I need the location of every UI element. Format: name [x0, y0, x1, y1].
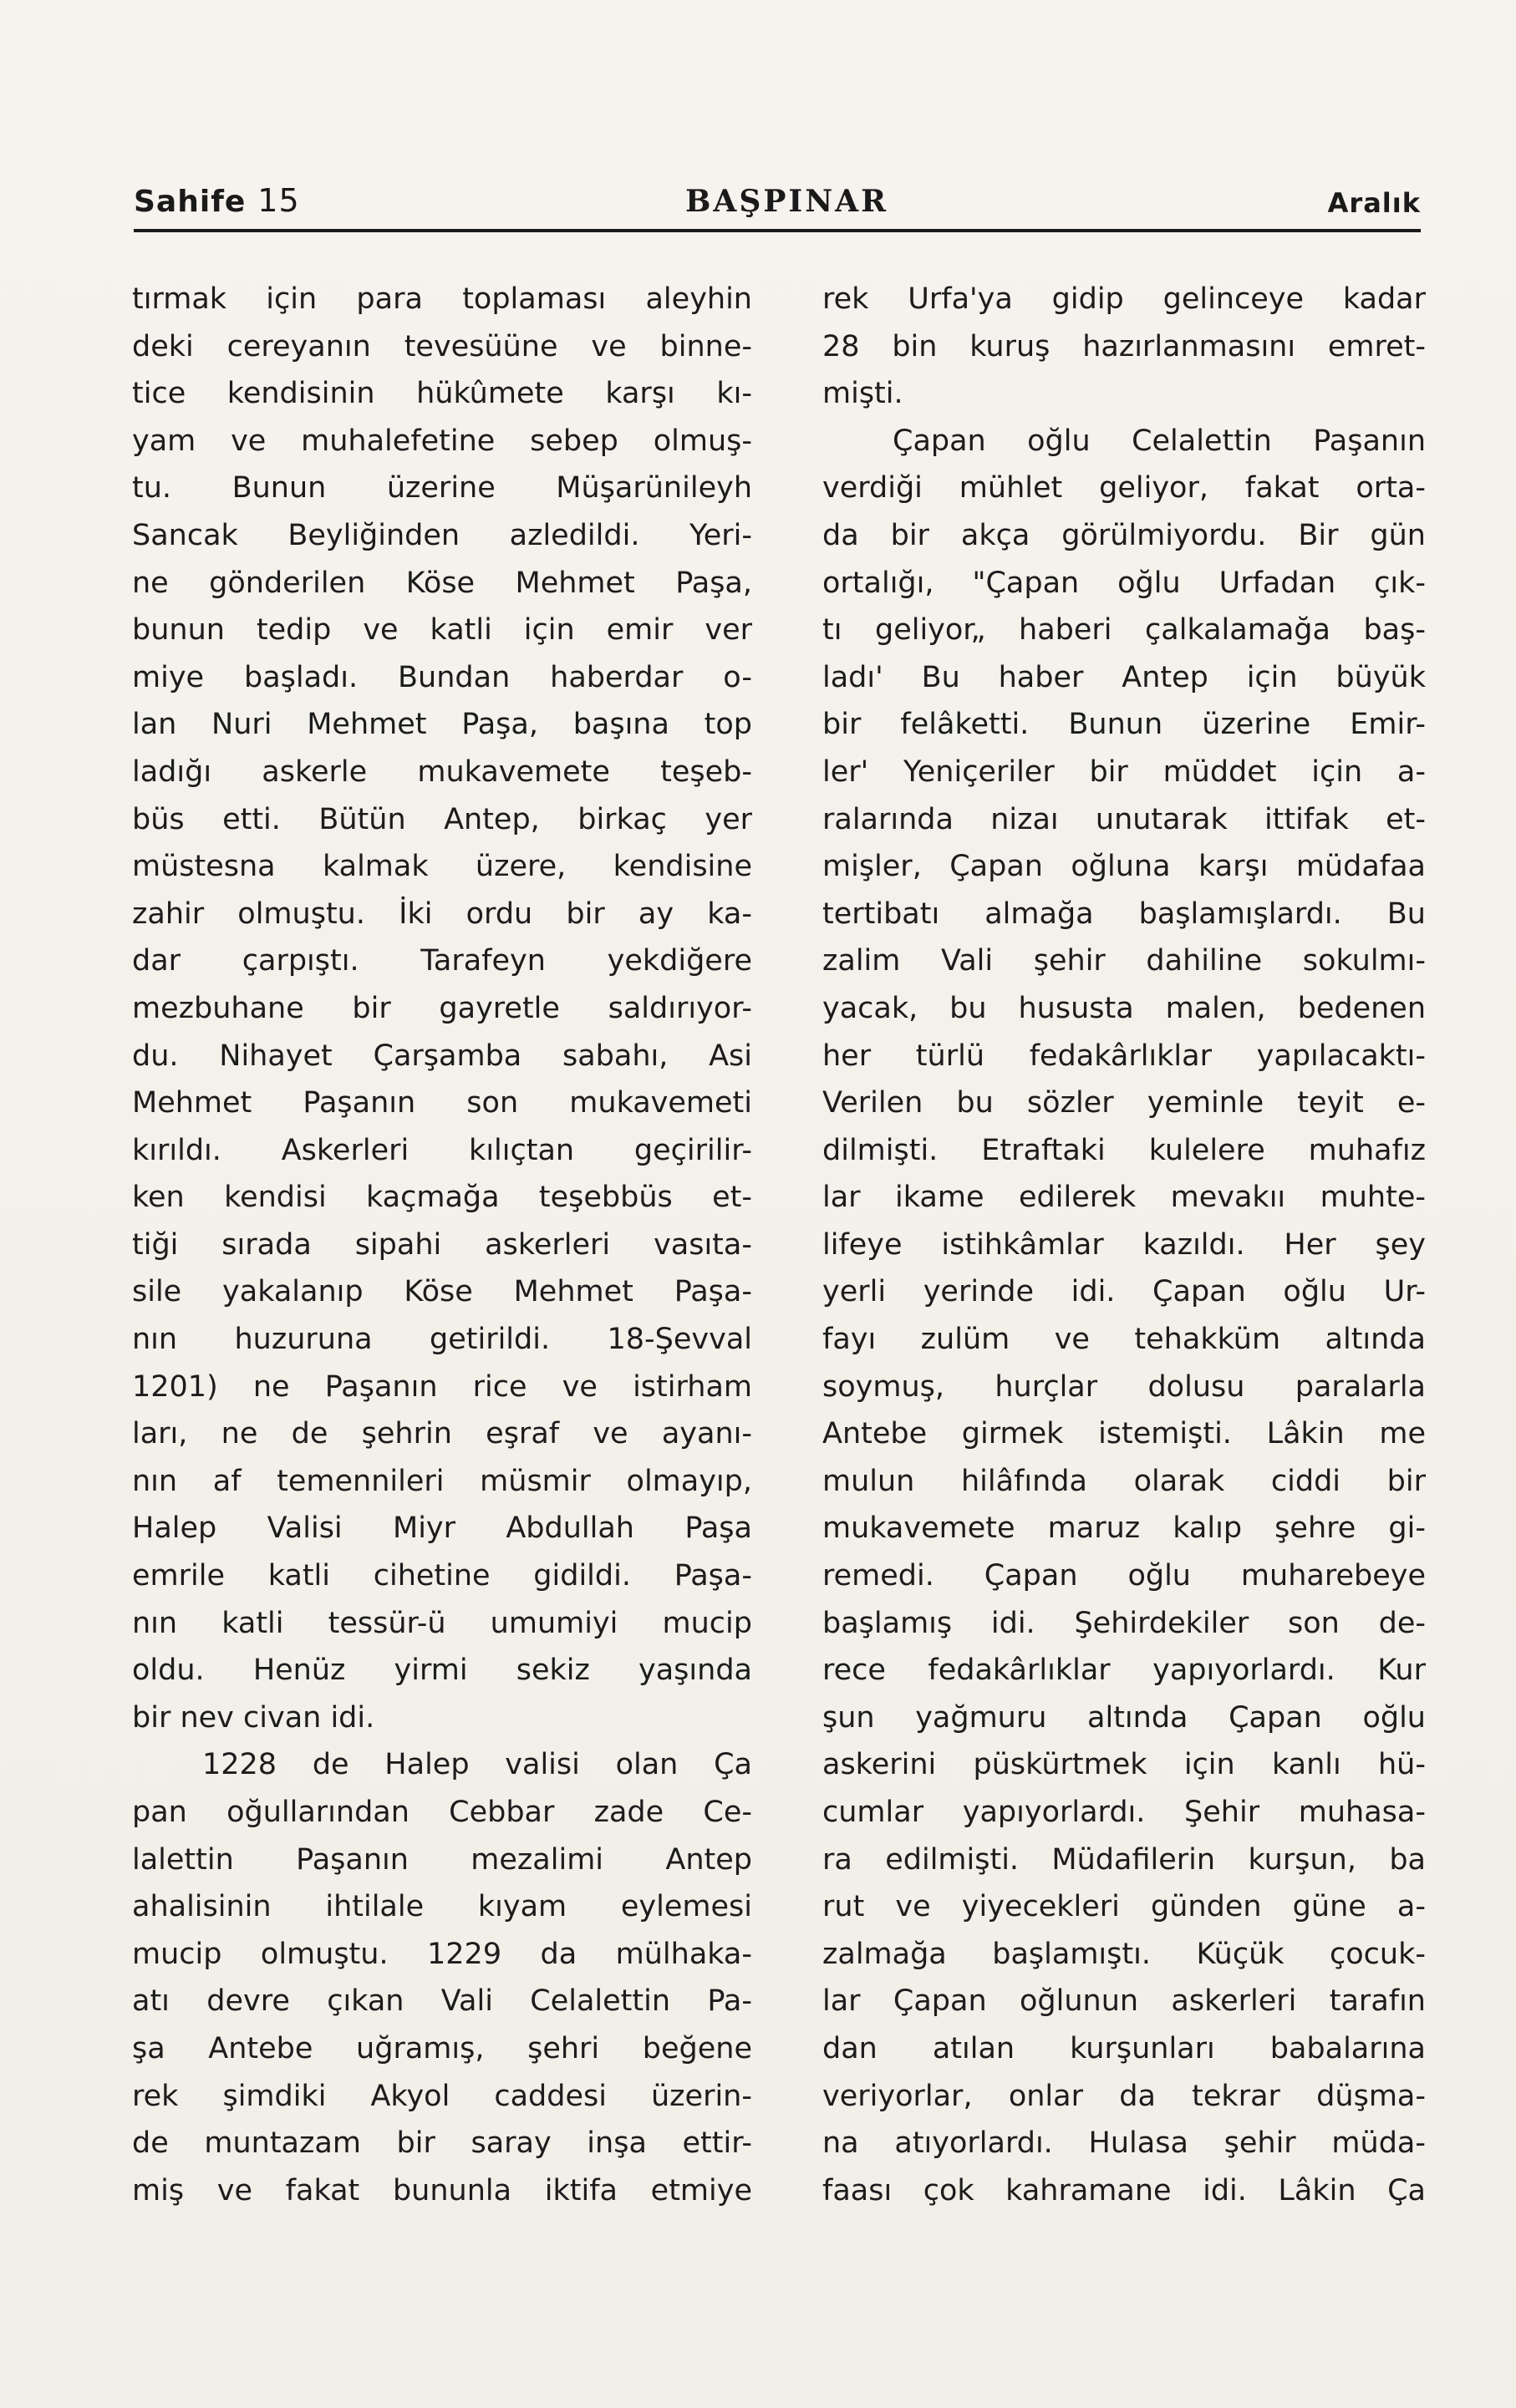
text-line: 1201) ne Paşanın rice ve istirham [132, 1369, 752, 1404]
text-line: rut ve yiyecekleri günden güne a- [822, 1890, 1426, 1924]
text-line: dan atılan kurşunları babalarına [822, 2031, 1426, 2065]
text-line: miş ve fakat bununla iktifa etmiye [132, 2173, 752, 2207]
text-line: ladı' Bu haber Antep için büyük [822, 660, 1426, 694]
text-line: Mehmet Paşanın son mukavemeti [132, 1086, 752, 1120]
text-line: şun yağmuru altında Çapan oğlu [822, 1700, 1426, 1735]
text-line: yacak, bu hususta malen, bedenen [822, 991, 1426, 1025]
text-line: mucip olmuştu. 1229 da mülhaka- [132, 1937, 752, 1971]
text-line: Sancak Beyliğinden azledildi. Yeri- [132, 518, 752, 552]
text-line: deki cereyanın tevesüüne ve binne- [132, 329, 752, 363]
left-column [132, 276, 752, 2214]
text-line: askerini püskürtmek için kanlı hü- [822, 1748, 1426, 1782]
text-line: başlamış idi. Şehirdekiler son de- [822, 1606, 1426, 1640]
text-line: sile yakalanıp Köse Mehmet Paşa- [132, 1275, 752, 1309]
text-line: da bir akça görülmiyordu. Bir gün [822, 518, 1426, 552]
text-line: nın af temennileri müsmir olmayıp, [132, 1464, 752, 1498]
text-line: emrile katli cihetine gidildi. Paşa- [132, 1559, 752, 1593]
text-line: lar Çapan oğlunun askerleri tarafın [822, 1984, 1426, 2019]
text-line: zahir olmuştu. İki ordu bir ay ka- [132, 897, 752, 931]
text-line: miye başladı. Bundan haberdar o- [132, 660, 752, 694]
text-line: rece fedakârlıklar yapıyorlardı. Kur [822, 1654, 1426, 1688]
text-line: büs etti. Bütün Antep, birkaç yer [132, 802, 752, 836]
text-line: Çapan oğlu Celalettin Paşanın [893, 424, 1426, 458]
text-line: rek Urfa'ya gidip gelinceye kadar [822, 282, 1426, 316]
text-line: lifeye istihkâmlar kazıldı. Her şey [822, 1227, 1426, 1262]
text-line: mulun hilâfında olarak ciddi bir [822, 1464, 1426, 1498]
text-line: rek şimdiki Akyol caddesi üzerin- [132, 2079, 752, 2113]
text-line: dilmişti. Etraftaki kulelere muhafız [822, 1133, 1426, 1167]
text-line: cumlar yapıyorlardı. Şehir muhasa- [822, 1796, 1426, 1829]
text-line: yerli yerinde idi. Çapan oğlu Ur- [822, 1275, 1426, 1309]
text-line: verdiği mühlet geliyor, fakat orta- [822, 471, 1426, 505]
text-line: ahalisinin ihtilale kıyam eylemesi [132, 1890, 752, 1924]
text-line: tı geliyor„ haberi çalkalamağa baş- [822, 613, 1426, 648]
text-line: lar ikame edilerek mevakıı muhte- [822, 1181, 1426, 1215]
text-line: 28 bin kuruş hazırlanmasını emret- [822, 329, 1426, 363]
text-line: fayı zulüm ve tehakküm altında [822, 1323, 1426, 1357]
text-line: atı devre çıkan Vali Celalettin Pa- [132, 1984, 752, 2019]
text-line: tırmak için para toplaması aleyhin [132, 282, 752, 316]
text-line: oldu. Henüz yirmi sekiz yaşında [132, 1654, 752, 1688]
page-label-text: Sahife [134, 185, 247, 219]
text-line: şa Antebe uğramış, şehri beğene [132, 2031, 752, 2065]
text-line: tu. Bunun üzerine Müşarünileyh [132, 471, 752, 505]
newspaper-title: BAŞPINAR [685, 184, 889, 219]
text-line: mişti. [822, 377, 903, 411]
text-line: mezbuhane bir gayretle saldırıyor- [132, 991, 752, 1025]
text-line: her türlü fedakârlıklar yapılacaktı- [822, 1039, 1426, 1073]
text-line: zalim Vali şehir dahiline sokulmı- [822, 944, 1426, 978]
text-line: ler' Yeniçeriler bir müddet için a- [822, 754, 1426, 789]
text-line: 1228 de Halep valisi olan Ça [202, 1748, 752, 1782]
page-number: 15 [257, 182, 300, 219]
text-line: müstesna kalmak üzere, kendisine [132, 850, 752, 884]
page-header [134, 182, 1421, 232]
text-line: mişler, Çapan oğluna karşı müdafaa [822, 850, 1426, 884]
issue-month: Aralık [1327, 187, 1421, 219]
page-label [134, 182, 300, 219]
text-line: veriyorlar, onlar da tekrar düşma- [822, 2079, 1426, 2113]
header-rule [134, 229, 1421, 232]
text-line: yam ve muhalefetine sebep olmuş- [132, 424, 752, 458]
text-line: ra edilmişti. Müdafilerin kurşun, ba [822, 1842, 1426, 1877]
text-line: zalmağa başlamıştı. Küçük çocuk- [822, 1937, 1426, 1971]
text-line: ları, ne de şehrin eşraf ve ayanı- [132, 1417, 752, 1451]
text-line: nın huzuruna getirildi. 18-Şevval [132, 1323, 752, 1357]
text-line: bunun tedip ve katli için emir ver [132, 613, 752, 648]
text-line: ken kendisi kaçmağa teşebbüs et- [132, 1181, 752, 1215]
text-line: na atıyorlardı. Hulasa şehir müda- [822, 2126, 1426, 2161]
text-line: remedi. Çapan oğlu muharebeye [822, 1559, 1426, 1593]
text-line: Verilen bu sözler yeminle teyit e- [822, 1086, 1426, 1120]
text-line: tice kendisinin hükûmete karşı kı- [132, 377, 752, 411]
text-line: faası çok kahramane idi. Lâkin Ça [822, 2173, 1426, 2207]
text-line: soymuş, hurçlar dolusu paralarla [822, 1369, 1426, 1404]
text-line: dar çarpıştı. Tarafeyn yekdiğere [132, 944, 752, 978]
text-line: ortalığı, "Çapan oğlu Urfadan çık- [822, 566, 1426, 600]
text-line: lalettin Paşanın mezalimi Antep [132, 1842, 752, 1877]
text-line: kırıldı. Askerleri kılıçtan geçirilir- [132, 1133, 752, 1167]
text-line: mukavemete maruz kalıp şehre gi- [822, 1511, 1426, 1546]
text-line: de muntazam bir saray inşa ettir- [132, 2126, 752, 2161]
text-line: nın katli tessür-ü umumiyi mucip [132, 1606, 752, 1640]
text-line: pan oğullarından Cebbar zade Ce- [132, 1796, 752, 1829]
text-line: ladığı askerle mukavemete teşeb- [132, 754, 752, 789]
text-line: du. Nihayet Çarşamba sabahı, Asi [132, 1039, 752, 1073]
text-line: ralarında nizaı unutarak ittifak et- [822, 802, 1426, 836]
text-line: bir felâketti. Bunun üzerine Emir- [822, 708, 1426, 742]
text-line: Halep Valisi Miyr Abdullah Paşa [132, 1511, 752, 1546]
text-line: tiği sırada sipahi askerleri vasıta- [132, 1227, 752, 1262]
text-line: bir nev civan idi. [132, 1700, 375, 1735]
text-line: ne gönderilen Köse Mehmet Paşa, [132, 566, 752, 600]
text-line: tertibatı almağa başlamışlardı. Bu [822, 897, 1426, 931]
text-line: Antebe girmek istemişti. Lâkin me [822, 1417, 1426, 1451]
right-column [822, 276, 1426, 2214]
text-line: lan Nuri Mehmet Paşa, başına top [132, 708, 752, 742]
